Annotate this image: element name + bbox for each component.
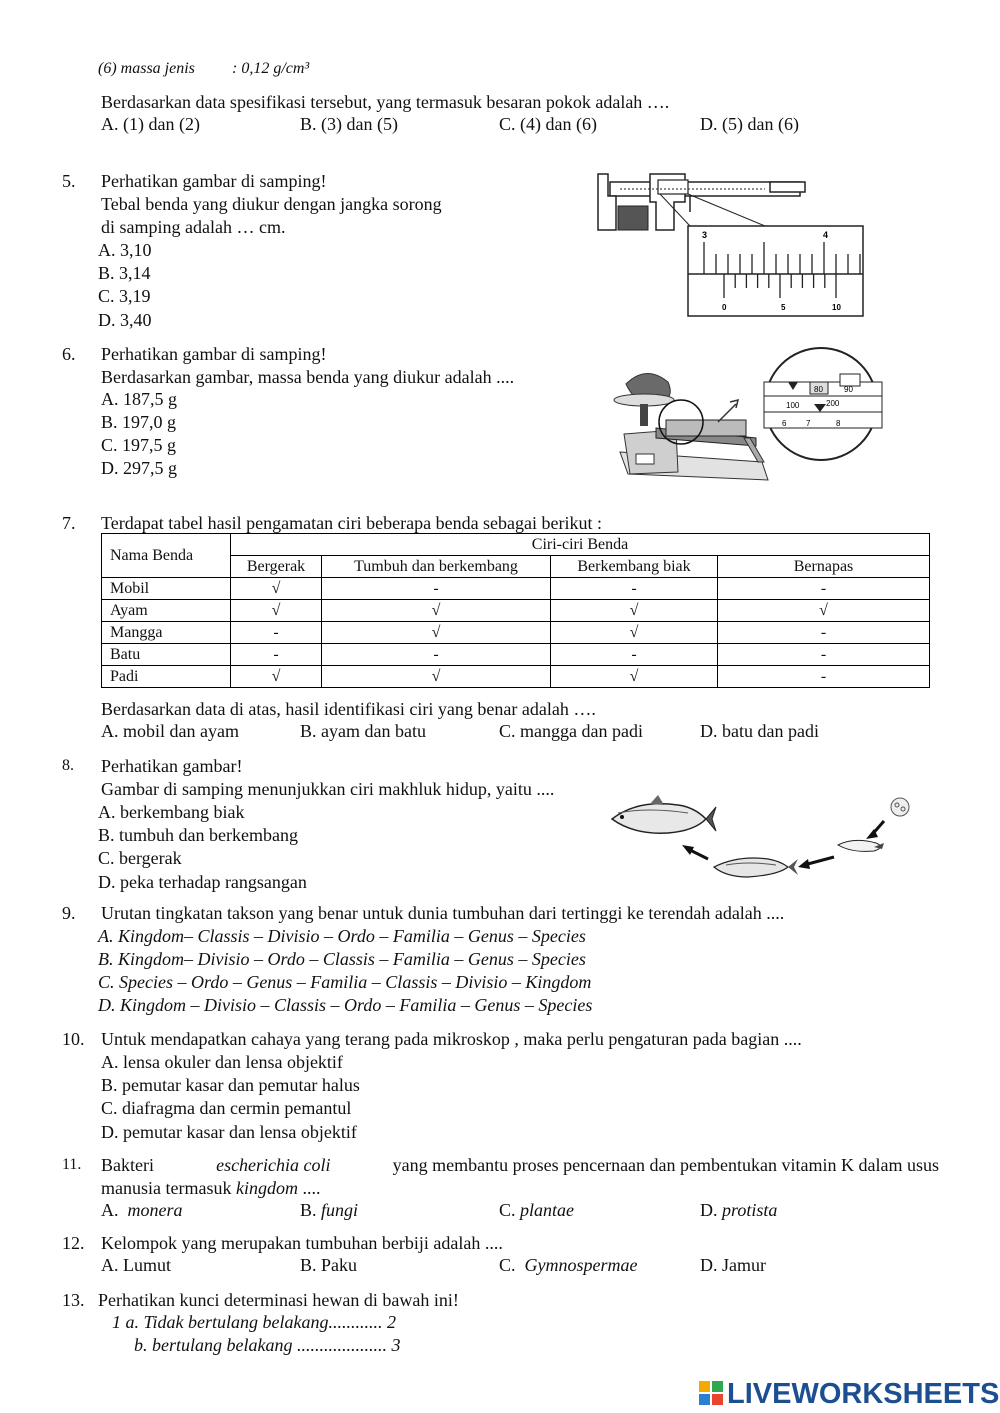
q6-line-1: Perhatikan gambar di samping! <box>101 344 327 364</box>
q11-letter-b: B. <box>300 1200 317 1220</box>
q11-letter-a: A. <box>101 1200 119 1220</box>
beam-label-7: 7 <box>806 419 811 428</box>
liveworksheets-logo[interactable] <box>699 1378 999 1410</box>
cell: √ <box>231 666 322 688</box>
cell: - <box>551 578 718 600</box>
row-name: Batu <box>102 644 231 666</box>
q11-t5: kingdom <box>235 1178 298 1198</box>
q7-after: Berdasarkan data di atas, hasil identifikasi ciri yang benar adalah …. <box>101 699 596 719</box>
q6-number: 6. <box>62 344 76 364</box>
caliper-body <box>598 174 805 230</box>
q9-option-b[interactable]: B. Kingdom– Divisio – Ordo – Classis – Familia – Genus – Species <box>98 949 586 969</box>
q11-option-a[interactable] <box>101 1200 183 1221</box>
q5-line-2: Tebal benda yang diukur dengan jangka sorong <box>101 194 442 214</box>
q11-t1: Bakteri <box>101 1155 154 1175</box>
q12-answer-c: Gymnospermae <box>524 1255 638 1275</box>
cell: - <box>718 666 930 688</box>
q11-t4: manusia termasuk <box>101 1178 232 1198</box>
q10-number: 10. <box>62 1029 85 1049</box>
q7-option-c[interactable]: C. mangga dan padi <box>499 721 643 741</box>
q10-option-d[interactable]: D. pemutar kasar dan lensa objektif <box>101 1122 357 1142</box>
vernier-label-0: 0 <box>722 303 727 312</box>
cell: √ <box>322 666 551 688</box>
q5-option-a[interactable]: A. 3,10 <box>98 240 152 260</box>
cell: - <box>231 644 322 666</box>
q12-option-a[interactable]: A. Lumut <box>101 1255 171 1275</box>
q10-option-b[interactable]: B. pemutar kasar dan pemutar halus <box>101 1075 360 1095</box>
vernier-label-10: 10 <box>832 303 841 312</box>
beam-label-6: 6 <box>782 419 787 428</box>
q7-option-d[interactable]: D. batu dan padi <box>700 721 819 741</box>
q11-answer-b: fungi <box>321 1200 359 1220</box>
q5-line-1: Perhatikan gambar di samping! <box>101 171 327 191</box>
table-header-row <box>102 534 930 556</box>
row-name: Mangga <box>102 622 231 644</box>
row-name: Mobil <box>102 578 231 600</box>
q5-number: 5. <box>62 171 76 191</box>
q12-letter-c: C. <box>499 1255 516 1275</box>
beam-label-8: 8 <box>836 419 841 428</box>
q4-option-d[interactable]: D. (5) dan (6) <box>700 114 799 134</box>
q4-option-a[interactable]: A. (1) dan (2) <box>101 114 200 134</box>
vernier-caliper-figure <box>590 162 870 322</box>
adult-fish-icon <box>612 795 716 833</box>
col-group-ciri: Ciri-ciri Benda <box>231 534 930 556</box>
q13-number: 13. <box>62 1290 85 1310</box>
q5-option-b[interactable]: B. 3,14 <box>98 263 151 283</box>
cell: √ <box>551 600 718 622</box>
cell: - <box>231 622 322 644</box>
q11-number: 11. <box>62 1156 82 1173</box>
q11-t3: yang membantu proses pencernaan dan pembentukan vitamin K dalam usus <box>392 1155 939 1175</box>
q11-line-2 <box>101 1177 320 1199</box>
row-name: Padi <box>102 666 231 688</box>
q10-question: Untuk mendapatkan cahaya yang terang pada mikroskop , maka perlu pengaturan pada bagian .... <box>101 1029 802 1049</box>
q5-line-3: di samping adalah … cm. <box>101 217 286 237</box>
q4-option-c[interactable]: C. (4) dan (6) <box>499 114 597 134</box>
table-row <box>102 578 930 600</box>
liveworksheets-logo-icon <box>699 1381 723 1405</box>
col-berkembang-biak: Berkembang biak <box>551 556 718 578</box>
q11-letter-c: C. <box>499 1200 516 1220</box>
q9-option-d[interactable]: D. Kingdom – Divisio – Classis – Ordo – Familia – Genus – Species <box>98 995 593 1015</box>
q6-option-c[interactable]: C. 197,5 g <box>101 435 177 455</box>
q9-number: 9. <box>62 903 76 923</box>
q13-key-line-2: b. bertulang belakang .................... 3 <box>134 1335 401 1355</box>
table-row <box>102 622 930 644</box>
q9-option-c[interactable]: C. Species – Ordo – Genus – Familia – Classis – Divisio – Kingdom <box>98 972 592 992</box>
beam-label-200: 200 <box>826 399 840 408</box>
cell: - <box>718 622 930 644</box>
q6-line-2: Berdasarkan gambar, massa benda yang diukur adalah .... <box>101 367 515 387</box>
q11-t2: escherichia coli <box>216 1155 331 1175</box>
cell: √ <box>322 622 551 644</box>
q11-line-1 <box>101 1154 939 1176</box>
q11-answer-a: monera <box>127 1200 183 1220</box>
egg-cluster-icon <box>891 798 909 816</box>
cell: √ <box>322 600 551 622</box>
q8-line-2: Gambar di samping menunjukkan ciri makhluk hidup, yaitu .... <box>101 779 555 799</box>
q4-option-b[interactable]: B. (3) dan (5) <box>300 114 398 134</box>
cell: - <box>718 644 930 666</box>
q11-letter-d: D. <box>700 1200 718 1220</box>
balance-body <box>614 373 768 480</box>
cell: - <box>551 644 718 666</box>
q7-option-b[interactable]: B. ayam dan batu <box>300 721 426 741</box>
cell: - <box>322 578 551 600</box>
q13-question: Perhatikan kunci determinasi hewan di bawah ini! <box>98 1290 459 1310</box>
q6-option-a[interactable]: A. 187,5 g <box>101 389 177 409</box>
observation-table <box>101 533 930 688</box>
q7-option-a[interactable]: A. mobil dan ayam <box>101 721 239 741</box>
col-bergerak: Bergerak <box>231 556 322 578</box>
q12-option-b[interactable]: B. Paku <box>300 1255 358 1275</box>
q12-option-c[interactable] <box>499 1255 638 1276</box>
spec-value: : 0,12 g/cm³ <box>232 60 310 77</box>
young-fish-icon <box>714 858 798 877</box>
cell: √ <box>551 666 718 688</box>
row-name: Ayam <box>102 600 231 622</box>
larva-fish-icon <box>838 840 884 851</box>
q5-option-d[interactable]: D. 3,40 <box>98 310 152 330</box>
q8-option-b[interactable]: B. tumbuh dan berkembang <box>98 825 298 845</box>
beam-label-100: 100 <box>786 401 800 410</box>
q6-option-b[interactable]: B. 197,0 g <box>101 412 177 432</box>
q12-question: Kelompok yang merupakan tumbuhan berbiji adalah .... <box>101 1233 503 1253</box>
q10-option-c[interactable]: C. diafragma dan cermin pemantul <box>101 1098 352 1118</box>
vernier-label-5: 5 <box>781 303 786 312</box>
q8-number: 8. <box>62 757 74 774</box>
col-nama-benda: Nama Benda <box>102 534 231 578</box>
main-scale-label-4: 4 <box>823 230 829 240</box>
q7-question: Terdapat tabel hasil pengamatan ciri beberapa benda sebagai berikut : <box>101 513 603 533</box>
cell: - <box>718 578 930 600</box>
spec-label: (6) massa jenis <box>98 60 195 77</box>
q11-option-d[interactable] <box>700 1200 777 1221</box>
col-tumbuh: Tumbuh dan berkembang <box>322 556 551 578</box>
q10-option-a[interactable]: A. lensa okuler dan lensa objektif <box>101 1052 343 1072</box>
q11-answer-c: plantae <box>520 1200 575 1220</box>
q11-answer-d: protista <box>722 1200 778 1220</box>
q11-option-b[interactable] <box>300 1200 358 1221</box>
q13-key-line-1: 1 a. Tidak bertulang belakang............ 2 <box>112 1312 396 1332</box>
q8-option-d[interactable]: D. peka terhadap rangsangan <box>98 872 307 892</box>
q7-number: 7. <box>62 513 76 533</box>
beam-label-80: 80 <box>814 385 823 394</box>
q9-question: Urutan tingkatan takson yang benar untuk dunia tumbuhan dari tertinggi ke terendah adalah .... <box>101 903 785 923</box>
cell: - <box>322 644 551 666</box>
triple-beam-balance-figure <box>606 342 896 492</box>
col-bernapas: Bernapas <box>718 556 930 578</box>
cell: √ <box>718 600 930 622</box>
fish-life-cycle-figure <box>608 793 918 893</box>
q9-option-a[interactable]: A. Kingdom– Classis – Divisio – Ordo – Familia – Genus – Species <box>98 926 586 946</box>
cell: √ <box>551 622 718 644</box>
q5-option-c[interactable]: C. 3,19 <box>98 286 151 306</box>
cell: √ <box>231 600 322 622</box>
q8-option-c[interactable]: C. bergerak <box>98 848 182 868</box>
q11-t6: .... <box>302 1178 321 1198</box>
cell: √ <box>231 578 322 600</box>
liveworksheets-brand-text: LIVEWORKSHEETS <box>727 1378 1000 1410</box>
q12-number: 12. <box>62 1233 85 1253</box>
table-row <box>102 666 930 688</box>
q4-question: Berdasarkan data spesifikasi tersebut, yang termasuk besaran pokok adalah …. <box>101 92 670 112</box>
table-row <box>102 644 930 666</box>
beam-label-90: 90 <box>844 385 853 394</box>
table-row <box>102 600 930 622</box>
q6-option-d[interactable]: D. 297,5 g <box>101 458 177 478</box>
q11-option-c[interactable] <box>499 1200 574 1221</box>
q8-line-1: Perhatikan gambar! <box>101 756 243 776</box>
q8-option-a[interactable]: A. berkembang biak <box>98 802 245 822</box>
main-scale-label-3: 3 <box>702 230 708 240</box>
q12-option-d[interactable]: D. Jamur <box>700 1255 766 1275</box>
